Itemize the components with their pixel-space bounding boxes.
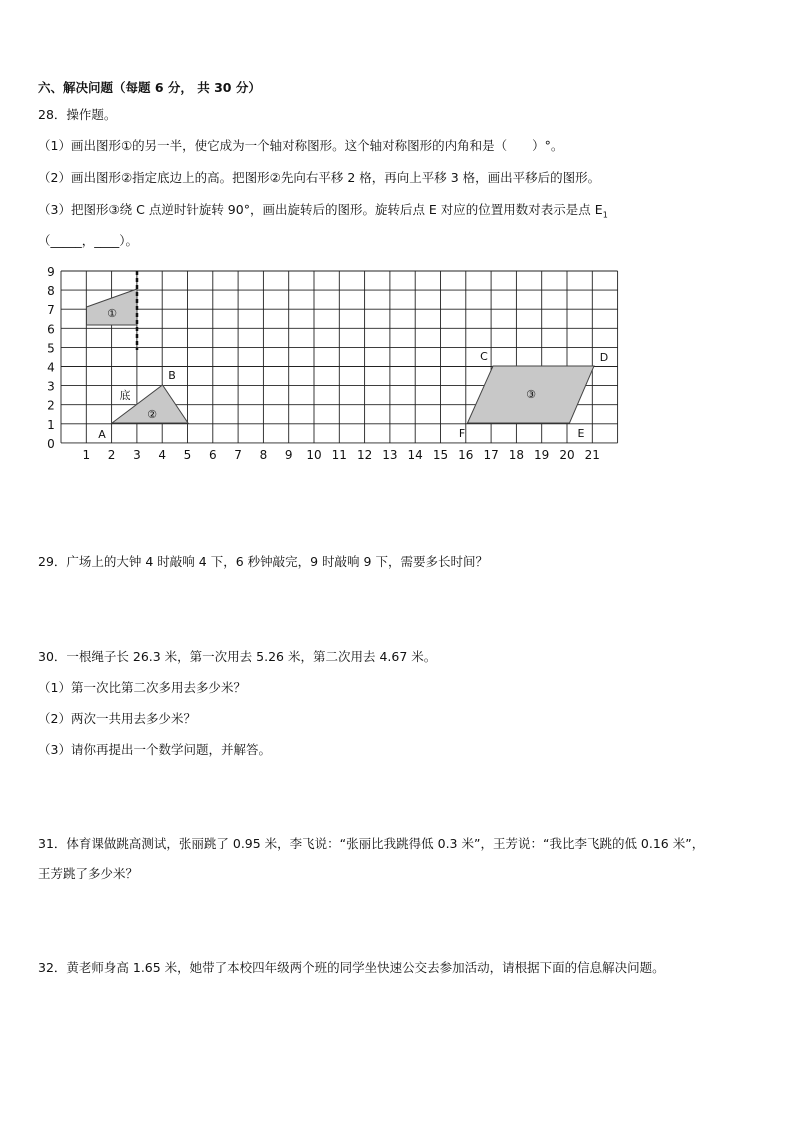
x-tick-label: 21 bbox=[584, 447, 600, 462]
q28-part3-subscript: 1 bbox=[602, 210, 608, 220]
y-tick-label: 0 bbox=[47, 436, 55, 451]
x-tick-label: 12 bbox=[356, 447, 373, 462]
q28-part3-text: （3）把图形③绕 C 点逆时针旋转 90°，画出旋转后的图形。旋转后点 E 对应的位置用数对表示是点 E bbox=[38, 202, 603, 217]
y-tick-label: 9 bbox=[47, 265, 55, 279]
x-tick-label: 9 bbox=[284, 447, 293, 462]
x-tick-label: 15 bbox=[432, 447, 449, 462]
base-label: 底 bbox=[119, 389, 131, 402]
x-tick-label: 19 bbox=[534, 447, 550, 462]
point-b-label: B bbox=[168, 369, 176, 382]
x-tick-label: 7 bbox=[234, 447, 242, 462]
x-tick-label: 17 bbox=[483, 447, 499, 462]
q31-line1: 31．体育课做跳高测试，张丽跳了 0.95 米，李飞说：“张丽比我跳得低 0.3 米”，王芳说：“我比李飞跳的低 0.16 米”， bbox=[38, 836, 705, 851]
shape-3-label: ③ bbox=[526, 388, 536, 401]
y-tick-label: 1 bbox=[47, 417, 55, 432]
x-tick-label: 14 bbox=[407, 447, 423, 462]
q28-part3-blank: （_____，____）。 bbox=[38, 233, 139, 248]
q32-text: 32．黄老师身高 1.65 米，她带了本校四年级两个班的同学坐快速公交去参加活动，请根据下面的信息解决问题。 bbox=[38, 960, 665, 975]
y-tick-label: 2 bbox=[47, 398, 55, 413]
x-tick-label: 10 bbox=[306, 447, 322, 462]
q28-part1: （1）画出图形①的另一半，使它成为一个轴对称图形。这个轴对称图形的内角和是（ ）°。 bbox=[38, 138, 564, 153]
point-a-label: A bbox=[98, 428, 106, 441]
x-tick-label: 4 bbox=[158, 447, 167, 462]
q30-part3: （3）请你再提出一个数学问题，并解答。 bbox=[38, 742, 271, 757]
q30-text: 30．一根绳子长 26.3 米，第一次用去 5.26 米，第二次用去 4.67 米。 bbox=[38, 649, 437, 664]
point-e-label: E bbox=[577, 427, 585, 440]
x-tick-label: 11 bbox=[331, 447, 347, 462]
shape-2-label: ② bbox=[147, 408, 157, 421]
coordinate-grid bbox=[0, 0, 794, 500]
section-title: 六、解决问题（每题 6 分， 共 30 分） bbox=[38, 80, 261, 95]
y-tick-label: 4 bbox=[47, 360, 55, 375]
x-tick-label: 2 bbox=[107, 447, 116, 462]
q29-text: 29．广场上的大钟 4 时敲响 4 下，6 秒钟敲完，9 时敲响 9 下，需要多长时间？ bbox=[38, 554, 488, 569]
q30-part1: （1）第一次比第二次多用去多少米？ bbox=[38, 680, 246, 695]
y-tick-label: 8 bbox=[47, 284, 55, 299]
x-tick-label: 1 bbox=[82, 447, 91, 462]
y-tick-label: 3 bbox=[47, 379, 55, 394]
x-tick-label: 8 bbox=[259, 447, 268, 462]
y-tick-label: 6 bbox=[47, 322, 55, 337]
point-c-label: C bbox=[480, 350, 488, 363]
x-tick-label: 16 bbox=[458, 447, 474, 462]
y-tick-label: 7 bbox=[47, 303, 55, 318]
q28-part2: （2）画出图形②指定底边上的高。把图形②先向右平移 2 格，再向上平移 3 格，画出平移后的图形。 bbox=[38, 170, 601, 185]
point-d-label: D bbox=[599, 351, 609, 364]
x-tick-label: 20 bbox=[559, 447, 575, 462]
point-f-label: F bbox=[458, 427, 466, 440]
q28-title: 28．操作题。 bbox=[38, 107, 117, 122]
x-tick-label: 18 bbox=[508, 447, 525, 462]
x-tick-label: 3 bbox=[133, 447, 141, 462]
q31-line2: 王芳跳了多少米？ bbox=[38, 866, 139, 881]
x-tick-label: 5 bbox=[183, 447, 192, 462]
y-tick-label: 5 bbox=[47, 341, 55, 356]
shape-1-label: ① bbox=[107, 307, 117, 320]
q30-part2: （2）两次一共用去多少米？ bbox=[38, 711, 196, 726]
x-tick-label: 13 bbox=[382, 447, 398, 462]
x-tick-label: 6 bbox=[208, 447, 217, 462]
